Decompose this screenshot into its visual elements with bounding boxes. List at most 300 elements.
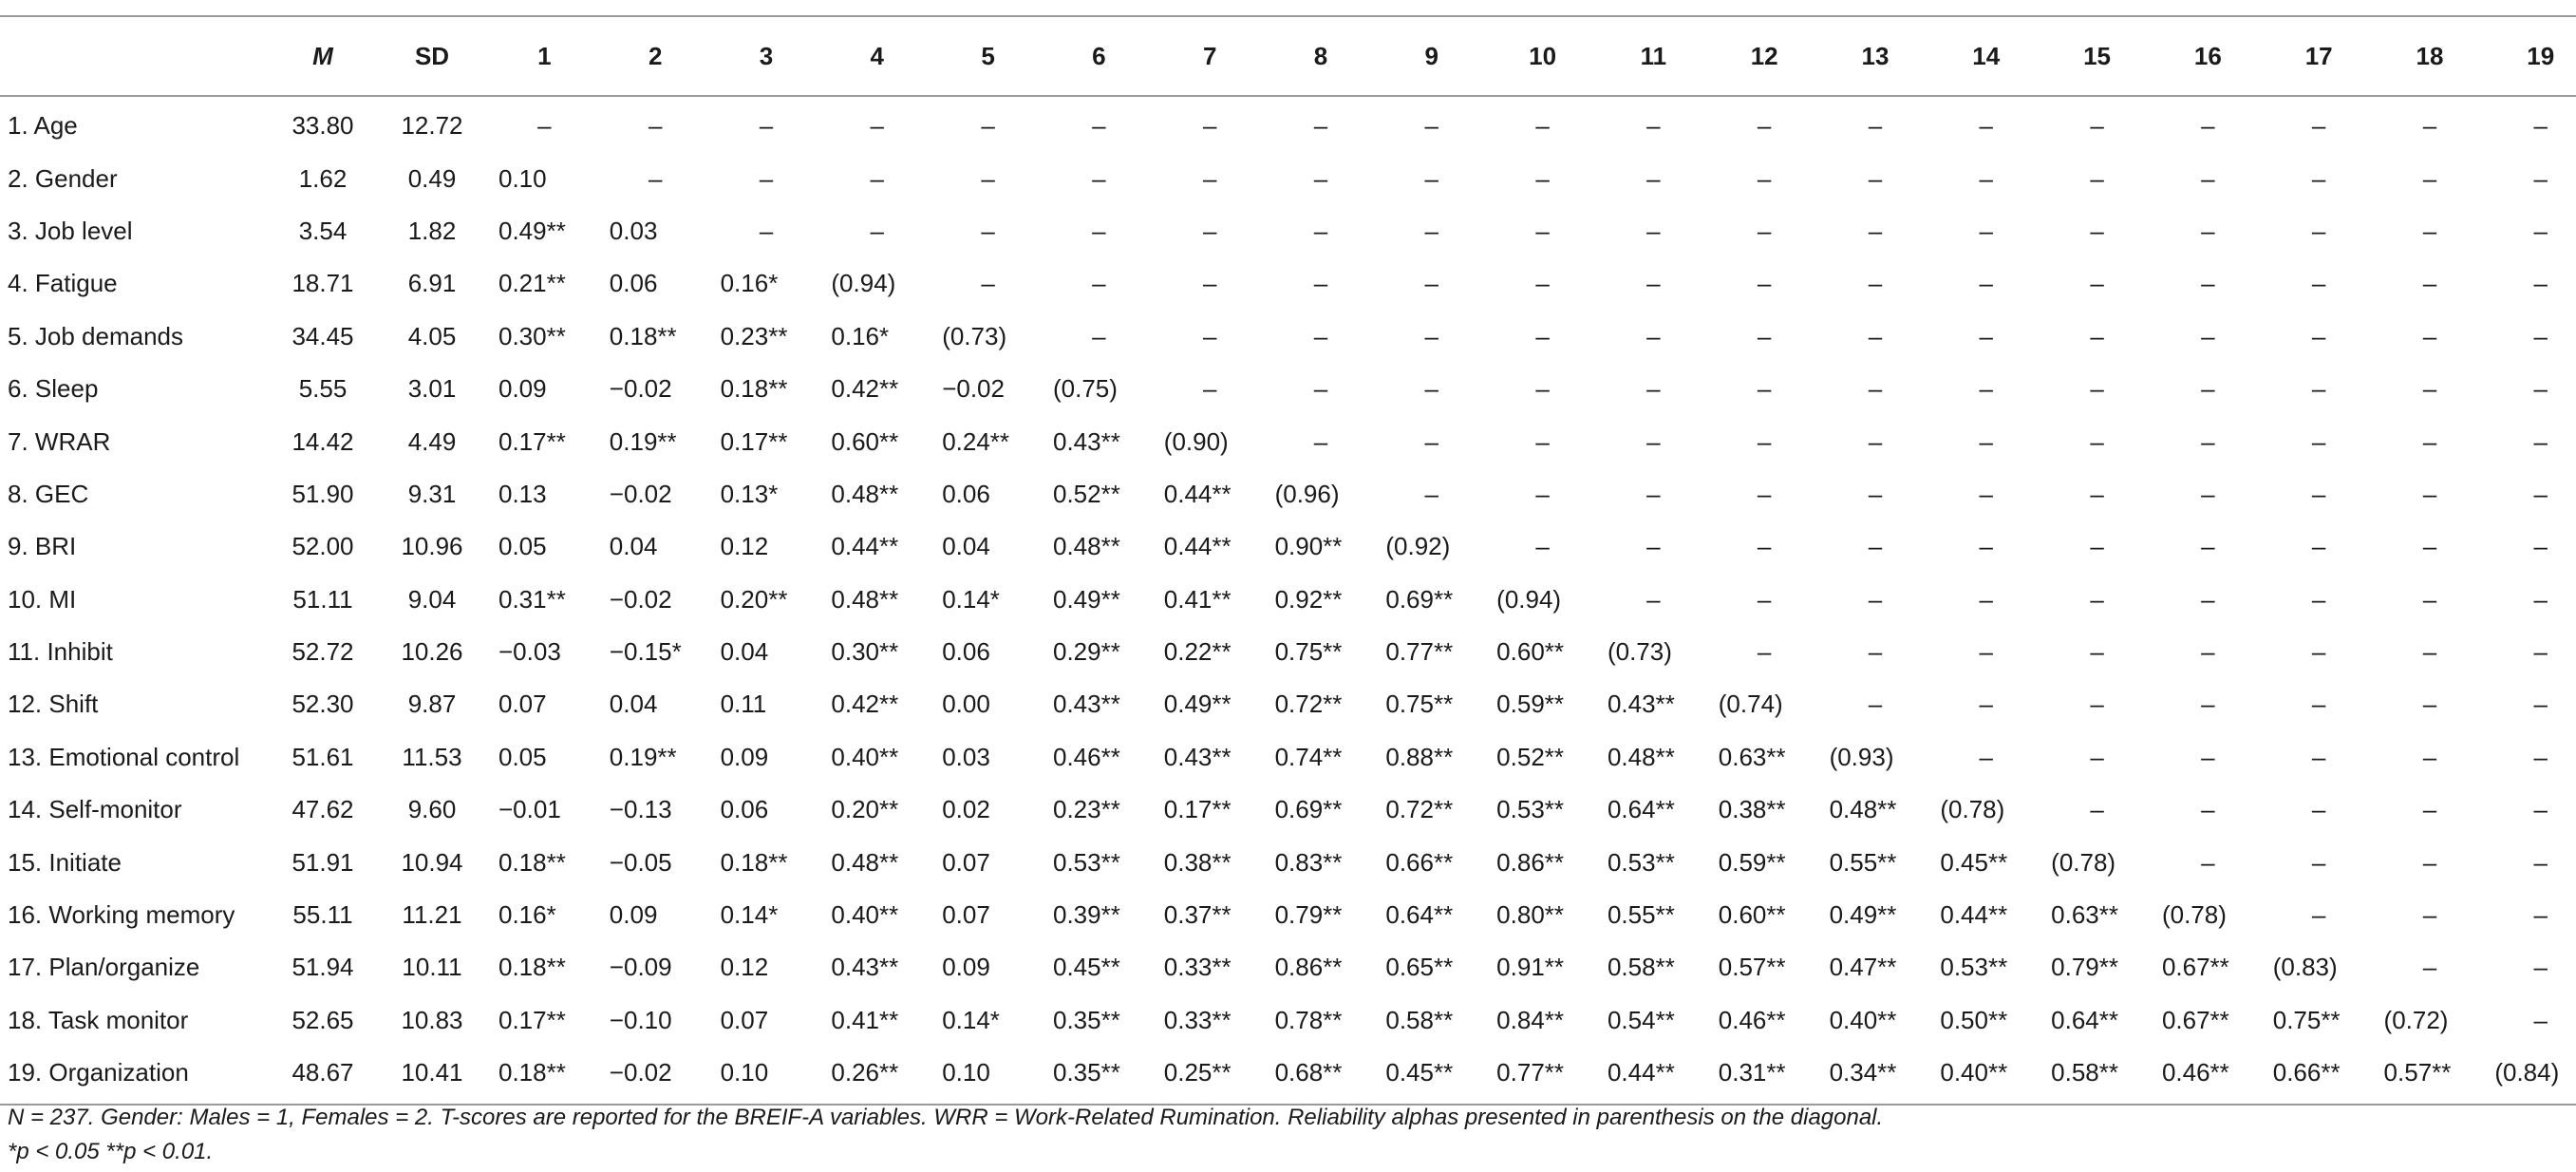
- table-cell: –: [2311, 374, 2326, 404]
- table-cell: –: [648, 163, 663, 193]
- table-cell: –: [2311, 795, 2326, 824]
- table-cell: 0.58**: [2041, 1047, 2153, 1105]
- table-cell: –: [1646, 216, 1661, 245]
- table-cell: 0.72**: [1274, 690, 1343, 719]
- table-cell: –: [1757, 374, 1772, 404]
- table-cell: 0.60**: [1718, 900, 1786, 930]
- table-cell: 0.63**: [2051, 900, 2118, 930]
- table-cell: 0.31**: [1709, 1047, 1820, 1105]
- table-cell: –: [2311, 900, 2326, 930]
- table-row: [0, 96, 2576, 152]
- table-cell: (0.78): [2161, 900, 2227, 930]
- table-cell: –: [1979, 532, 1993, 561]
- row-label: 15. Initiate: [8, 847, 122, 877]
- table-cell: 0.16*: [720, 269, 779, 298]
- table-row: [0, 205, 2576, 257]
- table-cell: 0.23**: [1052, 795, 1120, 824]
- table-cell: –: [1535, 269, 1550, 298]
- header-row: [0, 16, 2576, 96]
- table-cell: −0.01: [498, 795, 561, 824]
- table-cell: –: [1646, 532, 1661, 561]
- table-cell: 0.40**: [831, 900, 899, 930]
- table-cell: –: [1757, 584, 1772, 614]
- table-cell: 0.06: [609, 269, 658, 298]
- table-cell: –: [1092, 111, 1106, 141]
- table-cell: 0.49**: [498, 216, 566, 245]
- table-cell: 0.04: [609, 532, 658, 561]
- table-cell: 0.46**: [1052, 742, 1120, 771]
- table-cell: −0.02: [942, 374, 1005, 404]
- table-cell: 0.39**: [1052, 900, 1120, 930]
- table-cell: –: [2422, 216, 2437, 245]
- table-cell: 0.43**: [831, 953, 899, 982]
- table-cell: 0.22**: [1163, 637, 1232, 667]
- table-cell: (0.84): [2485, 1047, 2576, 1105]
- header-cell: 19: [2485, 16, 2576, 96]
- row-label: 2. Gender: [8, 163, 118, 193]
- table-row: [0, 994, 2576, 1047]
- table-cell: –: [2090, 584, 2104, 614]
- table-cell: 0.43**: [1607, 690, 1675, 719]
- table-cell: −0.15*: [609, 637, 682, 667]
- table-cell: 0.23**: [720, 321, 788, 350]
- table-cell: –: [2533, 532, 2548, 561]
- table-row: [0, 311, 2576, 363]
- row-label: 14. Self-monitor: [8, 795, 182, 824]
- table-cell: 0.13: [498, 479, 547, 508]
- table-cell: –: [1868, 374, 1883, 404]
- table-cell: –: [2311, 690, 2326, 719]
- table-cell: 0.09: [942, 953, 990, 982]
- table-cell: 0.04: [720, 637, 769, 667]
- table-cell: (0.74): [1718, 690, 1783, 719]
- table-cell: 47.62: [291, 795, 354, 824]
- header-cell: 6: [1044, 16, 1155, 96]
- table-cell: 0.10: [711, 1047, 822, 1105]
- table-cell: –: [2533, 216, 2548, 245]
- table-cell: –: [2090, 426, 2104, 456]
- table-cell: 1.82: [407, 216, 457, 245]
- table-cell: 0.75**: [2272, 1005, 2341, 1034]
- table-cell: 12.72: [401, 111, 463, 141]
- table-cell: –: [1535, 426, 1550, 456]
- table-cell: 0.12: [720, 953, 769, 982]
- table-cell: 10.94: [401, 847, 463, 877]
- table-cell: 0.12: [720, 532, 769, 561]
- table-cell: 0.79**: [2051, 953, 2118, 982]
- table-cell: –: [2311, 269, 2326, 298]
- table-cell: (0.78): [2051, 847, 2116, 877]
- row-label: 6. Sleep: [8, 374, 99, 404]
- table-cell: 52.72: [291, 637, 354, 667]
- table-cell: –: [2422, 690, 2437, 719]
- table-cell: –: [1202, 374, 1217, 404]
- table-cell: –: [1646, 426, 1661, 456]
- table-cell: 0.24**: [942, 426, 1010, 456]
- table-cell: 0.14*: [942, 1005, 1000, 1034]
- table-cell: –: [759, 216, 774, 245]
- table-cell: −0.02: [609, 374, 672, 404]
- row-label: 12. Shift: [8, 690, 99, 719]
- table-row: [0, 626, 2576, 678]
- table-cell: 0.64**: [2051, 1005, 2118, 1034]
- table-row: [0, 731, 2576, 784]
- table-cell: 0.04: [942, 532, 990, 561]
- table-cell: 0.50**: [1940, 1005, 2008, 1034]
- table-cell: 10.26: [401, 637, 463, 667]
- table-cell: 0.25**: [1155, 1047, 1266, 1105]
- table-cell: –: [1424, 479, 1438, 508]
- table-cell: 0.18**: [720, 847, 788, 877]
- table-cell: –: [2533, 269, 2548, 298]
- table-cell: –: [2311, 426, 2326, 456]
- table-cell: –: [2422, 269, 2437, 298]
- table-cell: 0.13*: [720, 479, 779, 508]
- table-cell: 0.35**: [1044, 1047, 1155, 1105]
- table-cell: 0.00: [942, 690, 990, 719]
- table-cell: –: [1868, 216, 1883, 245]
- table-cell: 52.30: [291, 690, 354, 719]
- table-cell: –: [1757, 216, 1772, 245]
- table-cell: 0.79**: [1274, 900, 1343, 930]
- table-cell: 0.07: [498, 690, 547, 719]
- table-cell: –: [2311, 742, 2326, 771]
- table-cell: 14.42: [291, 426, 354, 456]
- table-cell: –: [1424, 426, 1438, 456]
- table-cell: 0.16*: [831, 321, 890, 350]
- table-cell: 0.40**: [1829, 1005, 1897, 1034]
- table-cell: 4.49: [407, 426, 457, 456]
- table-cell: –: [1646, 269, 1661, 298]
- row-label: 7. WRAR: [8, 426, 111, 456]
- table-cell: –: [1092, 321, 1106, 350]
- table-cell: –: [759, 111, 774, 141]
- table-cell: 0.65**: [1385, 953, 1454, 982]
- row-label: 18. Task monitor: [8, 1005, 189, 1034]
- header-variable: [0, 16, 271, 96]
- table-cell: –: [1202, 111, 1217, 141]
- table-cell: –: [1868, 426, 1883, 456]
- table-cell: 0.03: [609, 216, 658, 245]
- table-cell: 0.40**: [831, 742, 899, 771]
- table-cell: 0.31**: [498, 584, 566, 614]
- table-cell: (0.83): [2272, 953, 2338, 982]
- header-cell: 11: [1598, 16, 1709, 96]
- row-label: 8. GEC: [8, 479, 89, 508]
- table-cell: 0.04: [609, 690, 658, 719]
- table-cell: 11.21: [402, 900, 462, 930]
- table-cell: 0.35**: [1052, 1005, 1120, 1034]
- table-cell: –: [1313, 321, 1328, 350]
- table-cell: –: [2533, 1005, 2548, 1034]
- table-cell: –: [648, 111, 663, 141]
- table-cell: 0.67**: [2161, 1005, 2229, 1034]
- table-cell: –: [2090, 532, 2104, 561]
- table-cell: 0.43**: [1163, 742, 1232, 771]
- table-cell: 0.20**: [831, 795, 899, 824]
- table-cell: –: [2201, 216, 2215, 245]
- table-cell: 0.59**: [1496, 690, 1565, 719]
- table-cell: –: [870, 163, 885, 193]
- table-cell: –: [1424, 269, 1438, 298]
- table-cell: –: [1202, 321, 1217, 350]
- table-cell: 0.05: [498, 532, 547, 561]
- table-cell: –: [2422, 426, 2437, 456]
- table-cell: –: [981, 216, 995, 245]
- header-cell: 14: [1930, 16, 2041, 96]
- table-cell: –: [2201, 742, 2215, 771]
- table-cell: –: [2311, 479, 2326, 508]
- table-cell: 0.78**: [1274, 1005, 1343, 1034]
- table-cell: –: [1202, 216, 1217, 245]
- table-cell: –: [981, 269, 995, 298]
- table-cell: (0.94): [831, 269, 896, 298]
- table-cell: 0.18**: [720, 374, 788, 404]
- table-cell: –: [2201, 269, 2215, 298]
- table-cell: –: [2533, 426, 2548, 456]
- table-cell: 0.18**: [489, 1047, 600, 1105]
- table-cell: 0.07: [942, 900, 990, 930]
- table-header: [0, 16, 2576, 96]
- table-cell: –: [2311, 637, 2326, 667]
- table-cell: 0.64**: [1385, 900, 1454, 930]
- table-cell: –: [1757, 479, 1772, 508]
- table-cell: –: [1757, 321, 1772, 350]
- header-cell: M: [271, 16, 375, 96]
- table-cell: –: [1868, 532, 1883, 561]
- table-cell: 0.14*: [720, 900, 779, 930]
- table-cell: –: [2201, 532, 2215, 561]
- table-cell: –: [2090, 742, 2104, 771]
- row-label: 3. Job level: [8, 216, 133, 245]
- table-cell: 0.49**: [1829, 900, 1897, 930]
- table-cell: –: [2311, 584, 2326, 614]
- header-cell: 17: [2264, 16, 2375, 96]
- table-cell: 0.86**: [1496, 847, 1565, 877]
- table-cell: 0.46**: [1718, 1005, 1786, 1034]
- table-cell: 0.30**: [498, 321, 566, 350]
- table-cell: 0.48**: [831, 847, 899, 877]
- row-label: 9. BRI: [8, 532, 77, 561]
- table-cell: (0.96): [1274, 479, 1340, 508]
- table-cell: –: [1979, 426, 1993, 456]
- table-cell: –: [2201, 847, 2215, 877]
- table-cell: 0.09: [609, 900, 658, 930]
- table-cell: –: [1757, 532, 1772, 561]
- table-cell: 0.75**: [1274, 637, 1343, 667]
- table-cell: –: [1424, 374, 1438, 404]
- table-cell: 55.11: [292, 900, 353, 930]
- table-cell: –: [1979, 111, 1993, 141]
- table-cell: 0.17**: [720, 426, 788, 456]
- table-cell: –: [2533, 374, 2548, 404]
- table-cell: –: [2533, 637, 2548, 667]
- table-cell: –: [2201, 321, 2215, 350]
- table-cell: −0.05: [609, 847, 672, 877]
- table-cell: (0.73): [942, 321, 1007, 350]
- table-cell: –: [2311, 111, 2326, 141]
- table-cell: –: [2533, 479, 2548, 508]
- table-cell: 0.58**: [1385, 1005, 1454, 1034]
- table-cell: 0.02: [942, 795, 990, 824]
- table-cell: 0.19**: [609, 742, 677, 771]
- row-label: 19. Organization: [0, 1047, 271, 1105]
- table-cell: 0.48**: [1052, 532, 1120, 561]
- table-cell: 10.83: [401, 1005, 463, 1034]
- row-label: 10. MI: [8, 584, 77, 614]
- table-cell: –: [2201, 374, 2215, 404]
- table-body: [0, 96, 2576, 1105]
- table-cell: –: [2090, 216, 2104, 245]
- table-cell: –: [1424, 163, 1438, 193]
- table-cell: −0.02: [600, 1047, 711, 1105]
- table-cell: –: [2090, 111, 2104, 141]
- table-cell: −0.02: [609, 584, 672, 614]
- table-cell: 0.55**: [1607, 900, 1675, 930]
- table-cell: –: [2090, 374, 2104, 404]
- table-cell: –: [2311, 321, 2326, 350]
- header-cell: 16: [2153, 16, 2264, 96]
- table-cell: 0.48**: [831, 584, 899, 614]
- table-cell: –: [2201, 584, 2215, 614]
- table-cell: –: [1757, 426, 1772, 456]
- table-cell: –: [2533, 900, 2548, 930]
- table-cell: 51.11: [292, 584, 353, 614]
- table-cell: –: [1868, 163, 1883, 193]
- table-cell: 0.47**: [1829, 953, 1897, 982]
- table-cell: (0.72): [2383, 1005, 2449, 1034]
- table-cell: –: [1202, 163, 1217, 193]
- table-row: [0, 678, 2576, 730]
- table-cell: 0.53**: [1496, 795, 1565, 824]
- table-cell: 48.67: [271, 1047, 375, 1105]
- table-cell: −0.02: [609, 479, 672, 508]
- table-cell: –: [1313, 269, 1328, 298]
- table-row: [0, 520, 2576, 573]
- table-cell: –: [2533, 321, 2548, 350]
- table-cell: 0.10: [932, 1047, 1044, 1105]
- table-cell: 0.45**: [1052, 953, 1120, 982]
- table-cell: 0.86**: [1274, 953, 1343, 982]
- table-cell: –: [1979, 690, 1993, 719]
- header-cell: 10: [1487, 16, 1598, 96]
- table-cell: –: [1979, 374, 1993, 404]
- table-cell: –: [1313, 374, 1328, 404]
- table-cell: 18.71: [291, 269, 354, 298]
- table-cell: 0.30**: [831, 637, 899, 667]
- table-cell: 0.18**: [498, 847, 566, 877]
- table-cell: 0.18**: [498, 953, 566, 982]
- row-label: 5. Job demands: [8, 321, 184, 350]
- table-cell: –: [1535, 374, 1550, 404]
- table-cell: 0.80**: [1496, 900, 1565, 930]
- table-cell: 0.54**: [1607, 1005, 1675, 1034]
- table-cell: –: [981, 163, 995, 193]
- table-row: [0, 363, 2576, 415]
- table-cell: 0.72**: [1385, 795, 1454, 824]
- table-cell: 0.57**: [2375, 1047, 2486, 1105]
- table-cell: –: [1868, 321, 1883, 350]
- header-cell: 5: [932, 16, 1044, 96]
- table-cell: 0.18**: [609, 321, 677, 350]
- table-cell: –: [1535, 163, 1550, 193]
- table-cell: –: [1202, 269, 1217, 298]
- table-cell: –: [1313, 216, 1328, 245]
- table-note: N = 237. Gender: Males = 1, Females = 2. T-scores are reported for the BREIF-A variables. WRR = Work-Related Rumination. Reliability alphas presented in parenthesis on the diagonal.: [8, 1105, 1884, 1130]
- table-cell: (0.90): [1163, 426, 1229, 456]
- table-cell: –: [1868, 111, 1883, 141]
- table-cell: 0.48**: [1829, 795, 1897, 824]
- table-cell: 0.77**: [1385, 637, 1454, 667]
- table-cell: –: [2422, 374, 2437, 404]
- table-cell: 0.49: [407, 163, 457, 193]
- table-cell: 0.53**: [1940, 953, 2008, 982]
- table-cell: –: [1646, 111, 1661, 141]
- table-row: [0, 784, 2576, 836]
- table-row: [0, 257, 2576, 310]
- table-cell: –: [1979, 321, 1993, 350]
- table-cell: 0.34**: [1820, 1047, 1931, 1105]
- table-cell: –: [2201, 479, 2215, 508]
- table-cell: 3.01: [407, 374, 457, 404]
- table-cell: −0.10: [609, 1005, 672, 1034]
- table-cell: –: [1757, 637, 1772, 667]
- table-cell: 0.44**: [1598, 1047, 1709, 1105]
- table-cell: 0.06: [942, 479, 990, 508]
- header-cell: 1: [489, 16, 600, 96]
- table-cell: 52.00: [291, 532, 354, 561]
- table-cell: −0.09: [609, 953, 672, 982]
- table-cell: 0.06: [942, 637, 990, 667]
- row-label: 4. Fatigue: [8, 269, 118, 298]
- table-cell: –: [1092, 216, 1106, 245]
- table-cell: –: [1868, 637, 1883, 667]
- table-cell: –: [2533, 690, 2548, 719]
- table-cell: 0.05: [498, 742, 547, 771]
- table-cell: –: [1868, 479, 1883, 508]
- table-cell: –: [1646, 479, 1661, 508]
- table-cell: –: [2201, 690, 2215, 719]
- row-label: 11. Inhibit: [8, 637, 113, 667]
- table-cell: –: [2090, 795, 2104, 824]
- table-cell: –: [2311, 216, 2326, 245]
- table-cell: 0.03: [942, 742, 990, 771]
- table-cell: –: [1979, 216, 1993, 245]
- table-cell: –: [2533, 847, 2548, 877]
- row-label: 17. Plan/organize: [8, 953, 200, 982]
- table-cell: 0.42**: [831, 374, 899, 404]
- table-cell: 9.31: [407, 479, 457, 508]
- table-row: [0, 1047, 2576, 1105]
- header-cell: 9: [1376, 16, 1487, 96]
- table-cell: –: [2533, 163, 2548, 193]
- table-cell: –: [2422, 321, 2437, 350]
- table-cell: 10.41: [375, 1047, 489, 1105]
- table-cell: –: [2422, 900, 2437, 930]
- table-cell: 0.44**: [831, 532, 899, 561]
- table-notes: [8, 1101, 1883, 1169]
- row-label: 13. Emotional control: [8, 742, 240, 771]
- table-cell: –: [2533, 795, 2548, 824]
- table-cell: –: [1979, 637, 1993, 667]
- table-cell: 0.48**: [831, 479, 899, 508]
- table-cell: 10.96: [401, 532, 463, 561]
- table-cell: –: [1535, 479, 1550, 508]
- table-cell: 11.53: [402, 742, 462, 771]
- table-cell: 0.55**: [1829, 847, 1897, 877]
- table-cell: (0.92): [1385, 532, 1451, 561]
- table-cell: –: [2311, 847, 2326, 877]
